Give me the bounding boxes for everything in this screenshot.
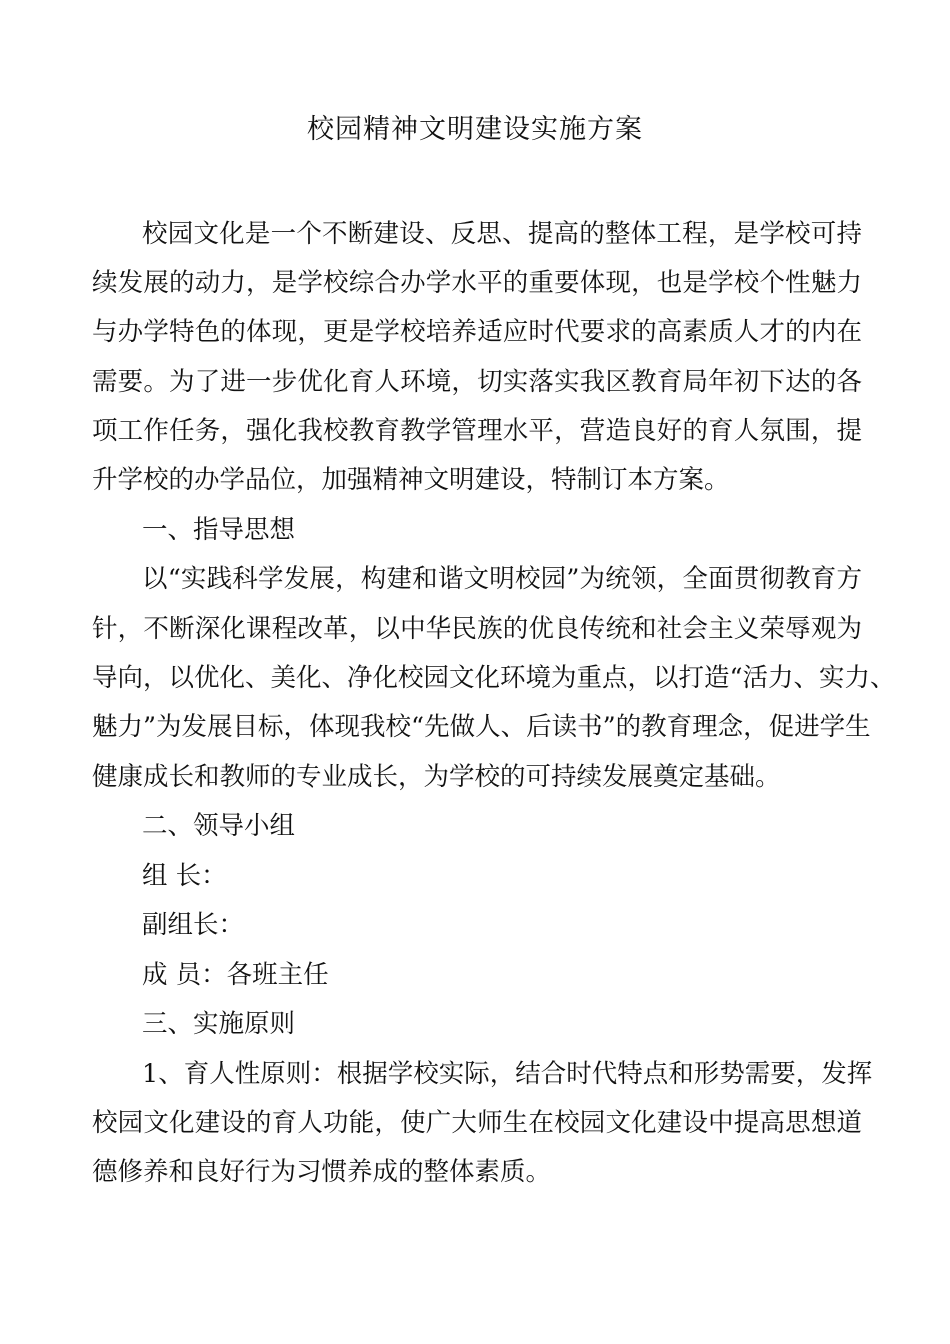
intro-line: 续发展的动力，是学校综合办学水平的重要体现，也是学校个性魅力 bbox=[92, 268, 862, 298]
intro-line: 升学校的办学品位，加强精神文明建设，特制订本方案。 bbox=[92, 465, 730, 495]
principle1-line: 德修养和良好行为习惯养成的整体素质。 bbox=[92, 1157, 552, 1187]
section1-line: 健康成长和教师的专业成长，为学校的可持续发展奠定基础。 bbox=[92, 762, 781, 792]
section1-line: 以“实践科学发展，构建和谐文明校园”为统领，全面贯彻教育方 bbox=[142, 564, 862, 594]
document-title: 校园精神文明建设实施方案 bbox=[307, 114, 643, 145]
members-line: 成 员：各班主任 bbox=[142, 960, 329, 990]
section-heading-implementation-principles: 三、实施原则 bbox=[142, 1009, 296, 1039]
intro-line: 项工作任务，强化我校教育教学管理水平，营造良好的育人氛围，提 bbox=[92, 416, 862, 446]
section1-line: 导向，以优化、美化、净化校园文化环境为重点，以打造“活力、实力、 bbox=[92, 663, 896, 693]
principle1-line: 校园文化建设的育人功能，使广大师生在校园文化建设中提高思想道 bbox=[92, 1108, 862, 1138]
intro-line: 需要。为了进一步优化育人环境，切实落实我区教育局年初下达的各 bbox=[92, 367, 862, 397]
section-heading-guiding-ideology: 一、指导思想 bbox=[142, 515, 296, 545]
section1-line: 针，不断深化课程改革，以中华民族的优良传统和社会主义荣辱观为 bbox=[92, 614, 862, 644]
principle1-line: 1、育人性原则：根据学校实际，结合时代特点和形势需要，发挥 bbox=[142, 1059, 873, 1089]
section-heading-leadership-group: 二、领导小组 bbox=[142, 811, 296, 841]
intro-line: 校园文化是一个不断建设、反思、提高的整体工程，是学校可持 bbox=[142, 219, 862, 249]
intro-line: 与办学特色的体现，更是学校培养适应时代要求的高素质人才的内在 bbox=[92, 317, 862, 347]
leader-line: 组 长： bbox=[142, 861, 227, 891]
vice-leader-line: 副组长： bbox=[142, 910, 245, 940]
section1-line: 魅力”为发展目标，体现我校“先做人、后读书”的教育理念，促进学生 bbox=[92, 712, 871, 742]
